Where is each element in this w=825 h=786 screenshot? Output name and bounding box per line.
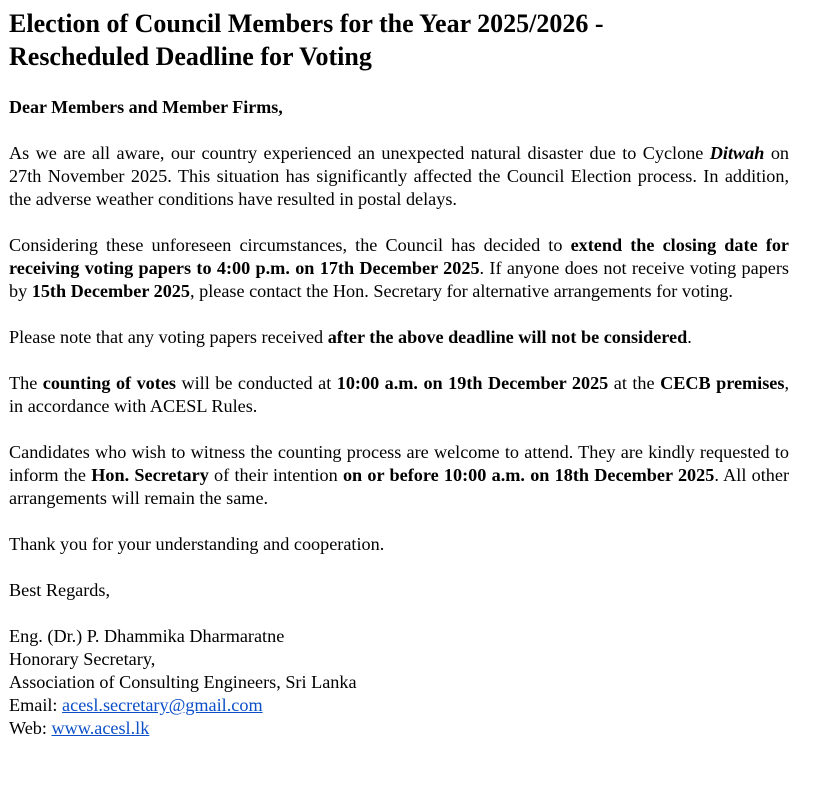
text-run: . All other arrangements will remain the same. (9, 465, 790, 508)
closing-date-highlight: extend the closing date for receiving voting papers to 4:00 p.m. on 17th December 2025 (9, 235, 789, 278)
title-line-2: Rescheduled Deadline for Voting (9, 42, 372, 71)
notice-date-highlight: on or before 10:00 a.m. on 18th December 2025 (342, 465, 715, 485)
text-run: of their intention (208, 465, 343, 485)
document-title (9, 7, 789, 73)
text-run: , in accordance with ACESL Rules. (9, 373, 789, 416)
text-run: at the (608, 373, 661, 393)
title-line-1: Election of Council Members for the Year 2025/2026 - (9, 9, 604, 38)
text-run: The (9, 373, 43, 393)
paragraph-counting (9, 372, 789, 418)
text-run: . If anyone does not receive voting papers by (9, 258, 789, 301)
web-label: Web: (9, 718, 52, 738)
text-run: Please note that any voting papers received (9, 327, 328, 347)
signatory-name: Eng. (Dr.) P. Dhammika Dharmaratne (9, 626, 285, 646)
email-label: Email: (9, 695, 63, 715)
secretary-highlight: Hon. Secretary (91, 465, 209, 485)
signature-block (9, 625, 789, 740)
text-run: . (687, 327, 692, 347)
cyclone-name: Ditwah (709, 143, 765, 163)
website-link[interactable]: www.acesl.lk (51, 718, 150, 738)
signatory-position: Honorary Secretary, (9, 649, 156, 669)
deadline-warning: after the above deadline will not be considered (327, 327, 688, 347)
closing-regards: Best Regards, (9, 580, 111, 600)
paragraph-deadline-note (9, 326, 789, 349)
web-line (9, 717, 789, 740)
paragraph-cyclone (9, 142, 789, 211)
venue-highlight: CECB premises (660, 373, 785, 393)
salutation: Dear Members and Member Firms, (9, 97, 283, 117)
text-run: , please contact the Hon. Secretary for alternative arrangements for voting. (190, 281, 733, 301)
text-run: Considering these unforeseen circumstances, the Council has decided to (9, 235, 571, 255)
signatory-organization: Association of Consulting Engineers, Sri Lanka (9, 672, 357, 692)
notice-document (9, 0, 789, 740)
email-line (9, 694, 789, 717)
paragraph-extension (9, 234, 789, 303)
text-run: Candidates who wish to witness the counting process are welcome to attend. They are kindly requested to inform the (9, 442, 789, 485)
counting-highlight: counting of votes (42, 373, 176, 393)
paragraph-thanks: Thank you for your understanding and cooperation. (9, 534, 385, 554)
counting-date-highlight: 10:00 a.m. on 19th December 2025 (336, 373, 609, 393)
text-run: on 27th November 2025. This situation has significantly affected the Council Election process. In addition, the adverse weather conditions have resulted in postal delays. (9, 143, 790, 209)
text-run: will be conducted at (176, 373, 337, 393)
email-link[interactable]: acesl.secretary@gmail.com (62, 695, 263, 715)
text-run: As we are all aware, our country experienced an unexpected natural disaster due to Cyclone (9, 143, 710, 163)
paragraph-candidates (9, 441, 789, 510)
receipt-date-highlight: 15th December 2025 (31, 281, 190, 301)
